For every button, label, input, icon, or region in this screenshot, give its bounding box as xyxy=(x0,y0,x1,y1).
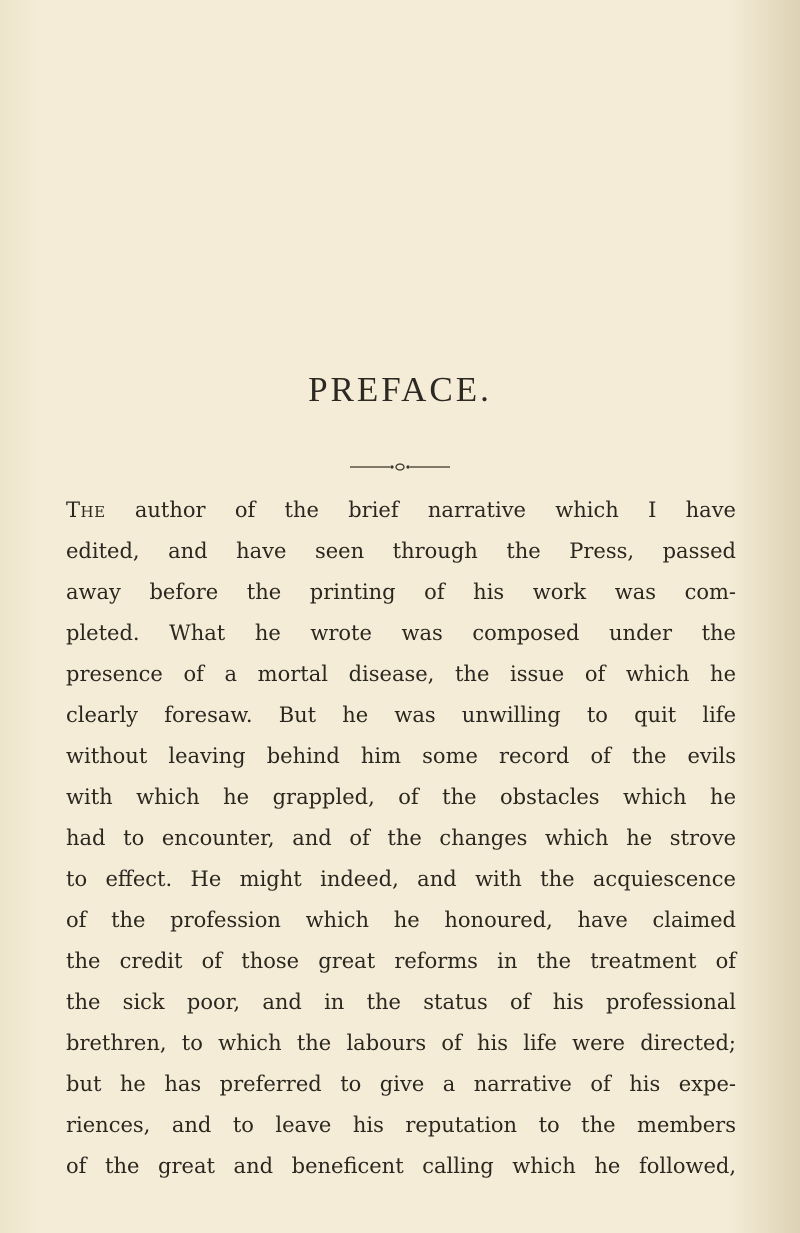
line-1-rest: author of the brief narrative which I have xyxy=(105,498,736,522)
text-line-14: brethren, to which the labours of his life were directed; xyxy=(66,1031,736,1055)
divider-ornament-icon xyxy=(320,460,480,474)
text-line-15: but he has preferred to give a narrative of his expe- xyxy=(66,1072,736,1096)
text-line-3: away before the printing of his work was com- xyxy=(66,580,736,604)
text-line-13: the sick poor, and in the status of his professional xyxy=(66,990,736,1014)
page-title: PREFACE. xyxy=(308,370,492,409)
text-line-1 xyxy=(66,490,736,531)
text-line-16: riences, and to leave his reputation to the members xyxy=(66,1113,736,1137)
lead-word: The xyxy=(66,498,106,522)
preface-paragraph xyxy=(66,490,736,1187)
text-line-6: clearly foresaw. But he was unwilling to quit life xyxy=(66,703,736,727)
text-line-10: to effect. He might indeed, and with the acquiescence xyxy=(66,867,736,891)
text-line-11: of the profession which he honoured, have claimed xyxy=(66,908,736,932)
text-line-9: had to encounter, and of the changes which he strove xyxy=(66,826,736,850)
text-line-12: the credit of those great reforms in the treatment of xyxy=(66,949,736,973)
text-line-17: of the great and beneficent calling which he followed, xyxy=(66,1154,736,1178)
text-line-7: without leaving behind him some record of the evils xyxy=(66,744,736,768)
text-line-2: edited, and have seen through the Press, passed xyxy=(66,539,736,563)
text-line-8: with which he grappled, of the obstacles which he xyxy=(66,785,736,809)
text-line-5: presence of a mortal disease, the issue of which he xyxy=(66,662,736,686)
text-line-4: pleted. What he wrote was composed under the xyxy=(66,621,736,645)
